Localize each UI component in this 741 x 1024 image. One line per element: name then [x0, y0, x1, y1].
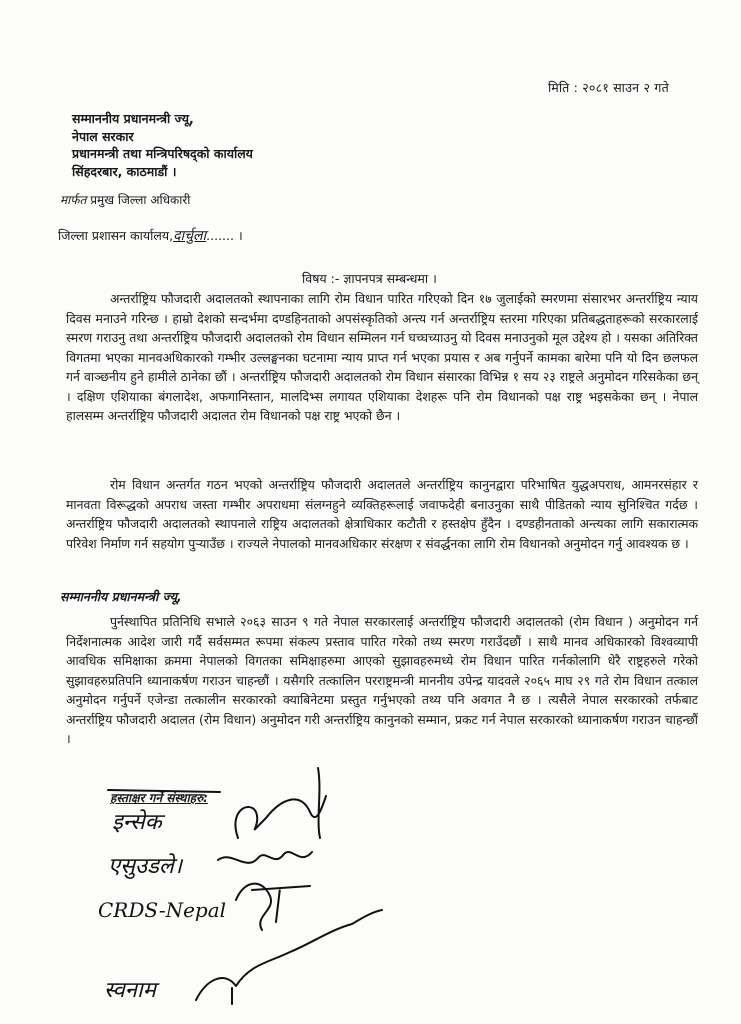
signatory-name: एसुउडले। — [108, 854, 183, 879]
body-paragraph: अन्तर्राष्ट्रिय फौजदारी अदालतको स्थापनाका लागि रोम विधान पारित गरिएको दिन १७ जुलाईको स्मरणमा संसारभर अन्तर्राष्ट्रिय न्याय दिवस मनाउने गरिन्छ । हाम्रो देशको सन्दर्भमा दण्डहिनताको अपसंस्कृतिको अन्त्य गर्न अन्तर्राष्ट्रिय स्तरमा गरिएका प्रतिबद्धताहरूको सरकारलाई स्मरण गराउनु तथा अन्तर्राष्ट्रिय फौजदारी अदालतको रोम विधान सम्मिलन गर्न घच्घच्याउनु यो दिवस मनाउनुको मूल उद्देश्य हो । यसका अतिरिक्त विगतमा भएका मानवअधिकारको गम्भीर उल्लङ्घनका घटनामा न्याय प्राप्त गर्न भएका प्रयास र अब गर्नुपर्ने कामका बारेमा पनि यो दिन छलफल गर्न वाञ्छनीय हुने हामीले ठानेका छौं । अन्तर्राष्ट्रिय फौजदारी अदालतको रोम विधान संसारका विभिन्न १ सय २३ राष्ट्रले अनुमोदन गरिसकेका छन् । दक्षिण एशियाका बंगलादेश, अफगानिस्तान, मालदिभ्स लगायत एशियाका देशहरू पनि रोम विधानको पक्ष राष्ट्र भइसकेका छन् । नेपाल हालसम्म अन्तर्राष्ट्रिय फौजदारी अदालत रोम विधानको पक्ष राष्ट्र भएको छैन । — [66, 291, 698, 423]
addressee-line: सम्माननीय प्रधानमन्त्री ज्यू, — [72, 111, 194, 126]
signatories-heading: हस्ताक्षर गर्ने संस्थाहरु: — [110, 791, 208, 805]
signatory-name: CRDS-Nepal — [98, 898, 227, 922]
office-suffix: ....... । — [206, 228, 243, 243]
subject-line: विषय :- ज्ञापनपत्र सम्बन्धमा । — [302, 271, 437, 286]
office-handwritten: दार्चुला — [173, 228, 207, 244]
salutation: सम्माननीय प्रधानमन्त्री ज्यू, — [60, 589, 182, 604]
office-line — [58, 226, 243, 245]
addressee-line: प्रधानमन्त्री तथा मन्त्रिपरिषद्को कार्यालय — [72, 146, 253, 161]
body-paragraph: पुर्नस्थापित प्रतिनिधि सभाले २०६३ साउन ९ गते नेपाल सरकारलाई अन्तर्राष्ट्रिय फौजदारी अदालतको (रोम विधान ) अनुमोदन गर्न निर्देशनात्मक आदेश जारी गर्दै सर्वसम्मत रूपमा संकल्प प्रस्ताव पारित गरेको तथ्य स्मरण गराउँदछौं । साथै मानव अधिकारको विश्वव्यापी आवधिक समिक्षाका क्रममा नेपालको विगतका समिक्षाहरुमा आएको सुझावहरुमध्ये रोम विधान पारित गर्नकोलागि धेरै राष्ट्रहरुले गरेको सुझावहरुप्रतिपनि ध्यानाकर्षण गराउन चाहन्छौं । यसैगरि तत्कालिन परराष्ट्रमन्त्री माननीय उपेन्द्र यादवले २०६५ माघ २९ गते रोम विधान तत्काल अनुमोदन गर्नुपर्ने एजेन्डा तत्कालीन सरकारको क्याबिनेटमा प्रस्तुत गर्नुभएको तथ्य पनि अवगत नै छ । त्यसैले नेपाल सरकारको तर्फबाट अन्तर्राष्ट्रिय फौजदारी अदालत (रोम विधान) अनुमोदन गरी अन्तर्राष्ट्रिय कानुनको सम्मान, प्रकट गर्न नेपाल सरकारको ध्यानाकर्षण गराउन चाहन्छौं । — [66, 614, 698, 746]
via-prefix: मार्फत — [60, 193, 87, 207]
via-text: प्रमुख जिल्ला अधिकारी — [90, 193, 191, 207]
signature-mark — [236, 884, 310, 930]
letter-date: मिति : २०८१ साउन २ गते — [548, 80, 669, 95]
signature-mark — [235, 768, 326, 838]
signatory-name: स्वनाम — [104, 978, 156, 1003]
signature-mark — [218, 852, 312, 863]
signature-mark — [196, 910, 382, 1004]
addressee-block — [72, 110, 253, 180]
signatory-name: इन्सेक — [112, 810, 162, 835]
addressee-line: नेपाल सरकार — [72, 128, 134, 144]
addressee-line: सिंहदरबार, काठमाडौं । — [72, 163, 177, 179]
office-prefix: जिल्ला प्रशासन कार्यालय, — [58, 228, 174, 243]
via-line — [60, 191, 190, 208]
body-paragraph: रोम विधान अन्तर्गत गठन भएको अन्तर्राष्ट्रिय फौजदारी अदालतले अन्तर्राष्ट्रिय कानुनद्वारा परिभाषित युद्धअपराध, आमनरसंहार र मानवता विरूद्धको अपराध जस्ता गम्भीर अपराधमा संलग्नहुने व्यक्तिहरूलाई जवाफदेही बनाउनुका साथै पीडितको न्याय सुनिश्चित गर्दछ । अन्तर्राष्ट्रिय फौजदारी अदालतको स्थापनाले राष्ट्रिय अदालतको क्षेत्राधिकार कटौती र हस्तक्षेप हुँदैन । दण्डहीनताको अन्त्यका लागि सकारात्मक परिवेश निर्माण गर्न सहयोग पुऱ्याउँछ । राज्यले नेपालको मानवअधिकार संरक्षण र संवर्द्धनका लागि रोम विधानको अनुमोदन गर्नु आवश्यक छ । — [66, 477, 698, 551]
